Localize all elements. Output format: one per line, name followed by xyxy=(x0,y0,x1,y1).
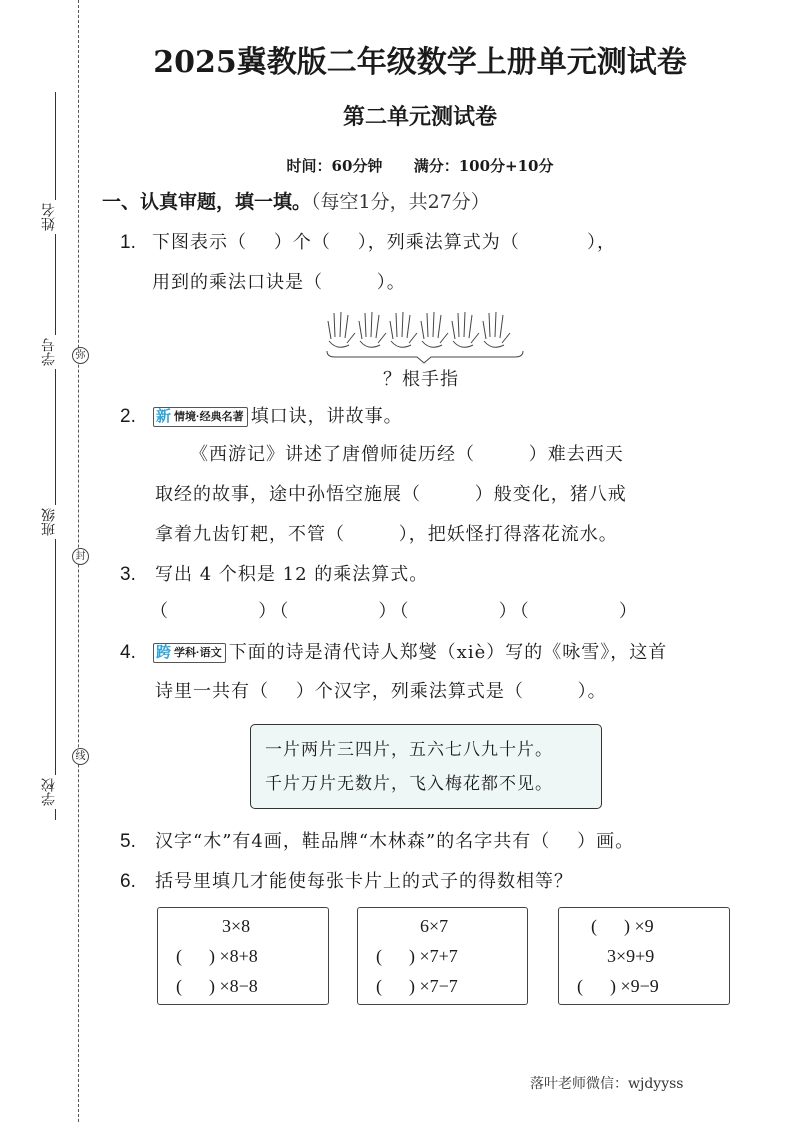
class-label: 班级 xyxy=(40,505,58,539)
card-line: ( ) ×7−7 xyxy=(376,976,458,996)
q1-number: 1. xyxy=(120,232,136,253)
q5-number: 5. xyxy=(120,831,136,852)
poem-line: 千片万片无数片，飞入梅花都不见。 xyxy=(265,774,553,794)
q1-caption: ？根手指 xyxy=(383,369,459,390)
card-line: ( ) ×8+8 xyxy=(176,946,258,966)
page-subtitle: 第二单元测试卷 xyxy=(342,104,497,130)
q4-line1: 下面的诗是清代诗人郑燮（xiè）写的《咏雪》，这首 xyxy=(228,642,668,663)
seal-mi: 弥 xyxy=(72,347,89,364)
q2-tag xyxy=(153,407,248,427)
hand-icon xyxy=(390,312,417,347)
equation-card xyxy=(357,907,528,1005)
section-heading xyxy=(102,189,490,215)
q1-line1: 下图表示（ ）个（ ），列乘法算式为（ ）， xyxy=(152,232,616,253)
card-line: 3×8 xyxy=(222,916,251,936)
seal-feng: 封 xyxy=(72,548,89,565)
q2-number: 2. xyxy=(120,406,136,427)
q1-line2: 用到的乘法口诀是（ ）。 xyxy=(152,272,406,293)
card-line: ( ) ×9 xyxy=(591,916,654,936)
tag-label: 情境·经典名著 xyxy=(174,411,244,423)
section-note: （每空1分，共27分） xyxy=(311,191,490,213)
hand-icon xyxy=(452,312,479,347)
q2-line1: 《西游记》讲述了唐僧师徒历经（ ）难去西天 xyxy=(190,444,624,465)
hand-icon xyxy=(483,312,510,347)
q4-number: 4. xyxy=(120,642,136,663)
tag-cross: 跨 xyxy=(156,644,172,661)
q6-number: 6. xyxy=(120,871,136,892)
exam-info: 时间：60分钟 满分：100分+10分 xyxy=(286,157,554,175)
section-title: 一、认真审题，填一填。 xyxy=(102,191,312,213)
equation-card xyxy=(558,907,730,1005)
q3-text: 写出 4 个积是 12 的乘法算式。 xyxy=(155,564,429,585)
card-line: ( ) ×7+7 xyxy=(376,946,458,966)
tag-new: 新 xyxy=(156,408,172,425)
q3-number: 3. xyxy=(120,564,136,585)
hand-icon xyxy=(359,312,386,347)
q5-text: 汉字“木”有4画，鞋品牌“木林森”的名字共有（ ）画。 xyxy=(155,831,635,852)
poem-line: 一片两片三四片，五六七八九十片。 xyxy=(265,740,553,760)
card-line: 3×9+9 xyxy=(607,946,655,966)
page-title: 2025冀教版二年级数学上册单元测试卷 xyxy=(153,45,687,80)
footer-contact: 落叶老师微信：wjdyyss xyxy=(530,1076,684,1092)
seal-xian: 线 xyxy=(72,748,89,765)
card-line: ( ) ×9−9 xyxy=(577,976,659,996)
student-id-label: 学号 xyxy=(40,335,58,369)
q2-text: 填口诀，讲故事。 xyxy=(250,406,403,427)
card-line: 6×7 xyxy=(420,916,449,936)
school-label: 学校 xyxy=(40,775,58,809)
equation-card xyxy=(157,907,329,1005)
q2-line2: 取经的故事，途中孙悟空施展（ ）般变化，猪八戒 xyxy=(155,484,627,505)
q4-tag xyxy=(153,643,226,663)
brace xyxy=(327,351,523,363)
q3-blanks: （ ）（ ）（ ）（ ） xyxy=(150,601,640,622)
q2-heading xyxy=(153,404,403,430)
hand-icon xyxy=(421,312,448,347)
q6-text: 括号里填几才能使每张卡片上的式子的得数相等？ xyxy=(155,871,573,892)
q4-line2: 诗里一共有（ ）个汉字，列乘法算式是（ ）。 xyxy=(155,681,607,702)
name-label: 姓名 xyxy=(40,200,58,234)
hand-icon xyxy=(328,312,355,347)
card-line: ( ) ×8−8 xyxy=(176,976,258,996)
q2-line3: 拿着九齿钉耙，不管（ ），把妖怪打得落花流水。 xyxy=(155,524,618,545)
hands-illustration xyxy=(325,305,525,365)
tag-label: 学科·语文 xyxy=(174,647,222,659)
poem-box xyxy=(250,724,602,809)
q4-line1-wrap xyxy=(153,640,667,666)
